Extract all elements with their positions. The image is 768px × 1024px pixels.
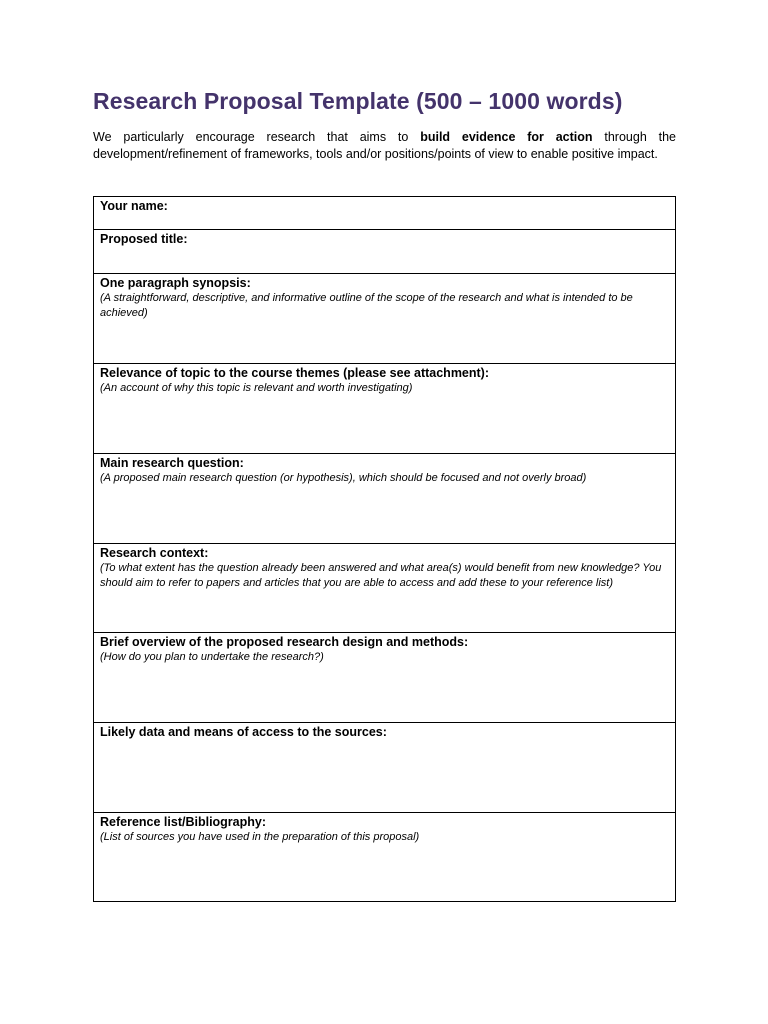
document-title: Research Proposal Template (500 – 1000 words) [93,88,623,114]
proposed-title-field[interactable] [94,230,676,274]
reference-list-field[interactable] [94,813,676,902]
form-row-synopsis [94,274,676,364]
field-label: Main research question: [100,456,244,470]
intro-paragraph [93,129,676,162]
proposal-form-table [93,196,676,902]
form-row-research-context [94,544,676,633]
field-label: Your name: [100,199,168,213]
field-hint: (List of sources you have used in the preparation of this proposal) [100,831,420,843]
intro-text-start: We particularly encourage research that aims to [93,130,421,144]
research-context-field[interactable] [94,544,676,633]
intro-emphasis: build evidence for action [420,130,593,144]
research-design-field[interactable] [94,633,676,723]
field-label: Likely data and means of access to the sources: [100,725,387,739]
form-row-research-question [94,454,676,544]
relevance-field[interactable] [94,364,676,454]
field-hint: (To what extent has the question already been answered and what area(s) would benefit from new knowledge? You should aim to refer to papers and articles that you are able to access and add these to your reference list) [100,562,662,589]
intro-text-end: through the development/refinement of frameworks, tools and/or positions/points of view to enable positive impact. [93,130,676,161]
your-name-field[interactable] [94,197,676,230]
document-page [93,84,676,843]
form-row-research-design [94,633,676,723]
field-hint: (An account of why this topic is relevant and worth investigating) [100,382,413,394]
field-label: Brief overview of the proposed research design and methods: [100,635,469,649]
field-hint: (A straightforward, descriptive, and informative outline of the scope of the research and what is intended to be achieved) [100,292,633,319]
field-hint: (A proposed main research question (or hypothesis), which should be focused and not overly broad) [100,472,587,484]
field-label: One paragraph synopsis: [100,276,251,290]
field-label: Research context: [100,546,209,560]
form-row-proposed-title [94,230,676,274]
data-access-field[interactable] [94,723,676,813]
form-row-relevance [94,364,676,454]
research-question-field[interactable] [94,454,676,544]
field-label: Proposed title: [100,232,188,246]
field-label: Reference list/Bibliography: [100,815,267,829]
form-row-your-name [94,197,676,230]
synopsis-field[interactable] [94,274,676,364]
field-hint: (How do you plan to undertake the research?) [100,651,324,663]
field-label: Relevance of topic to the course themes (please see attachment): [100,366,490,380]
form-row-data-access [94,723,676,813]
form-row-reference-list [94,813,676,902]
